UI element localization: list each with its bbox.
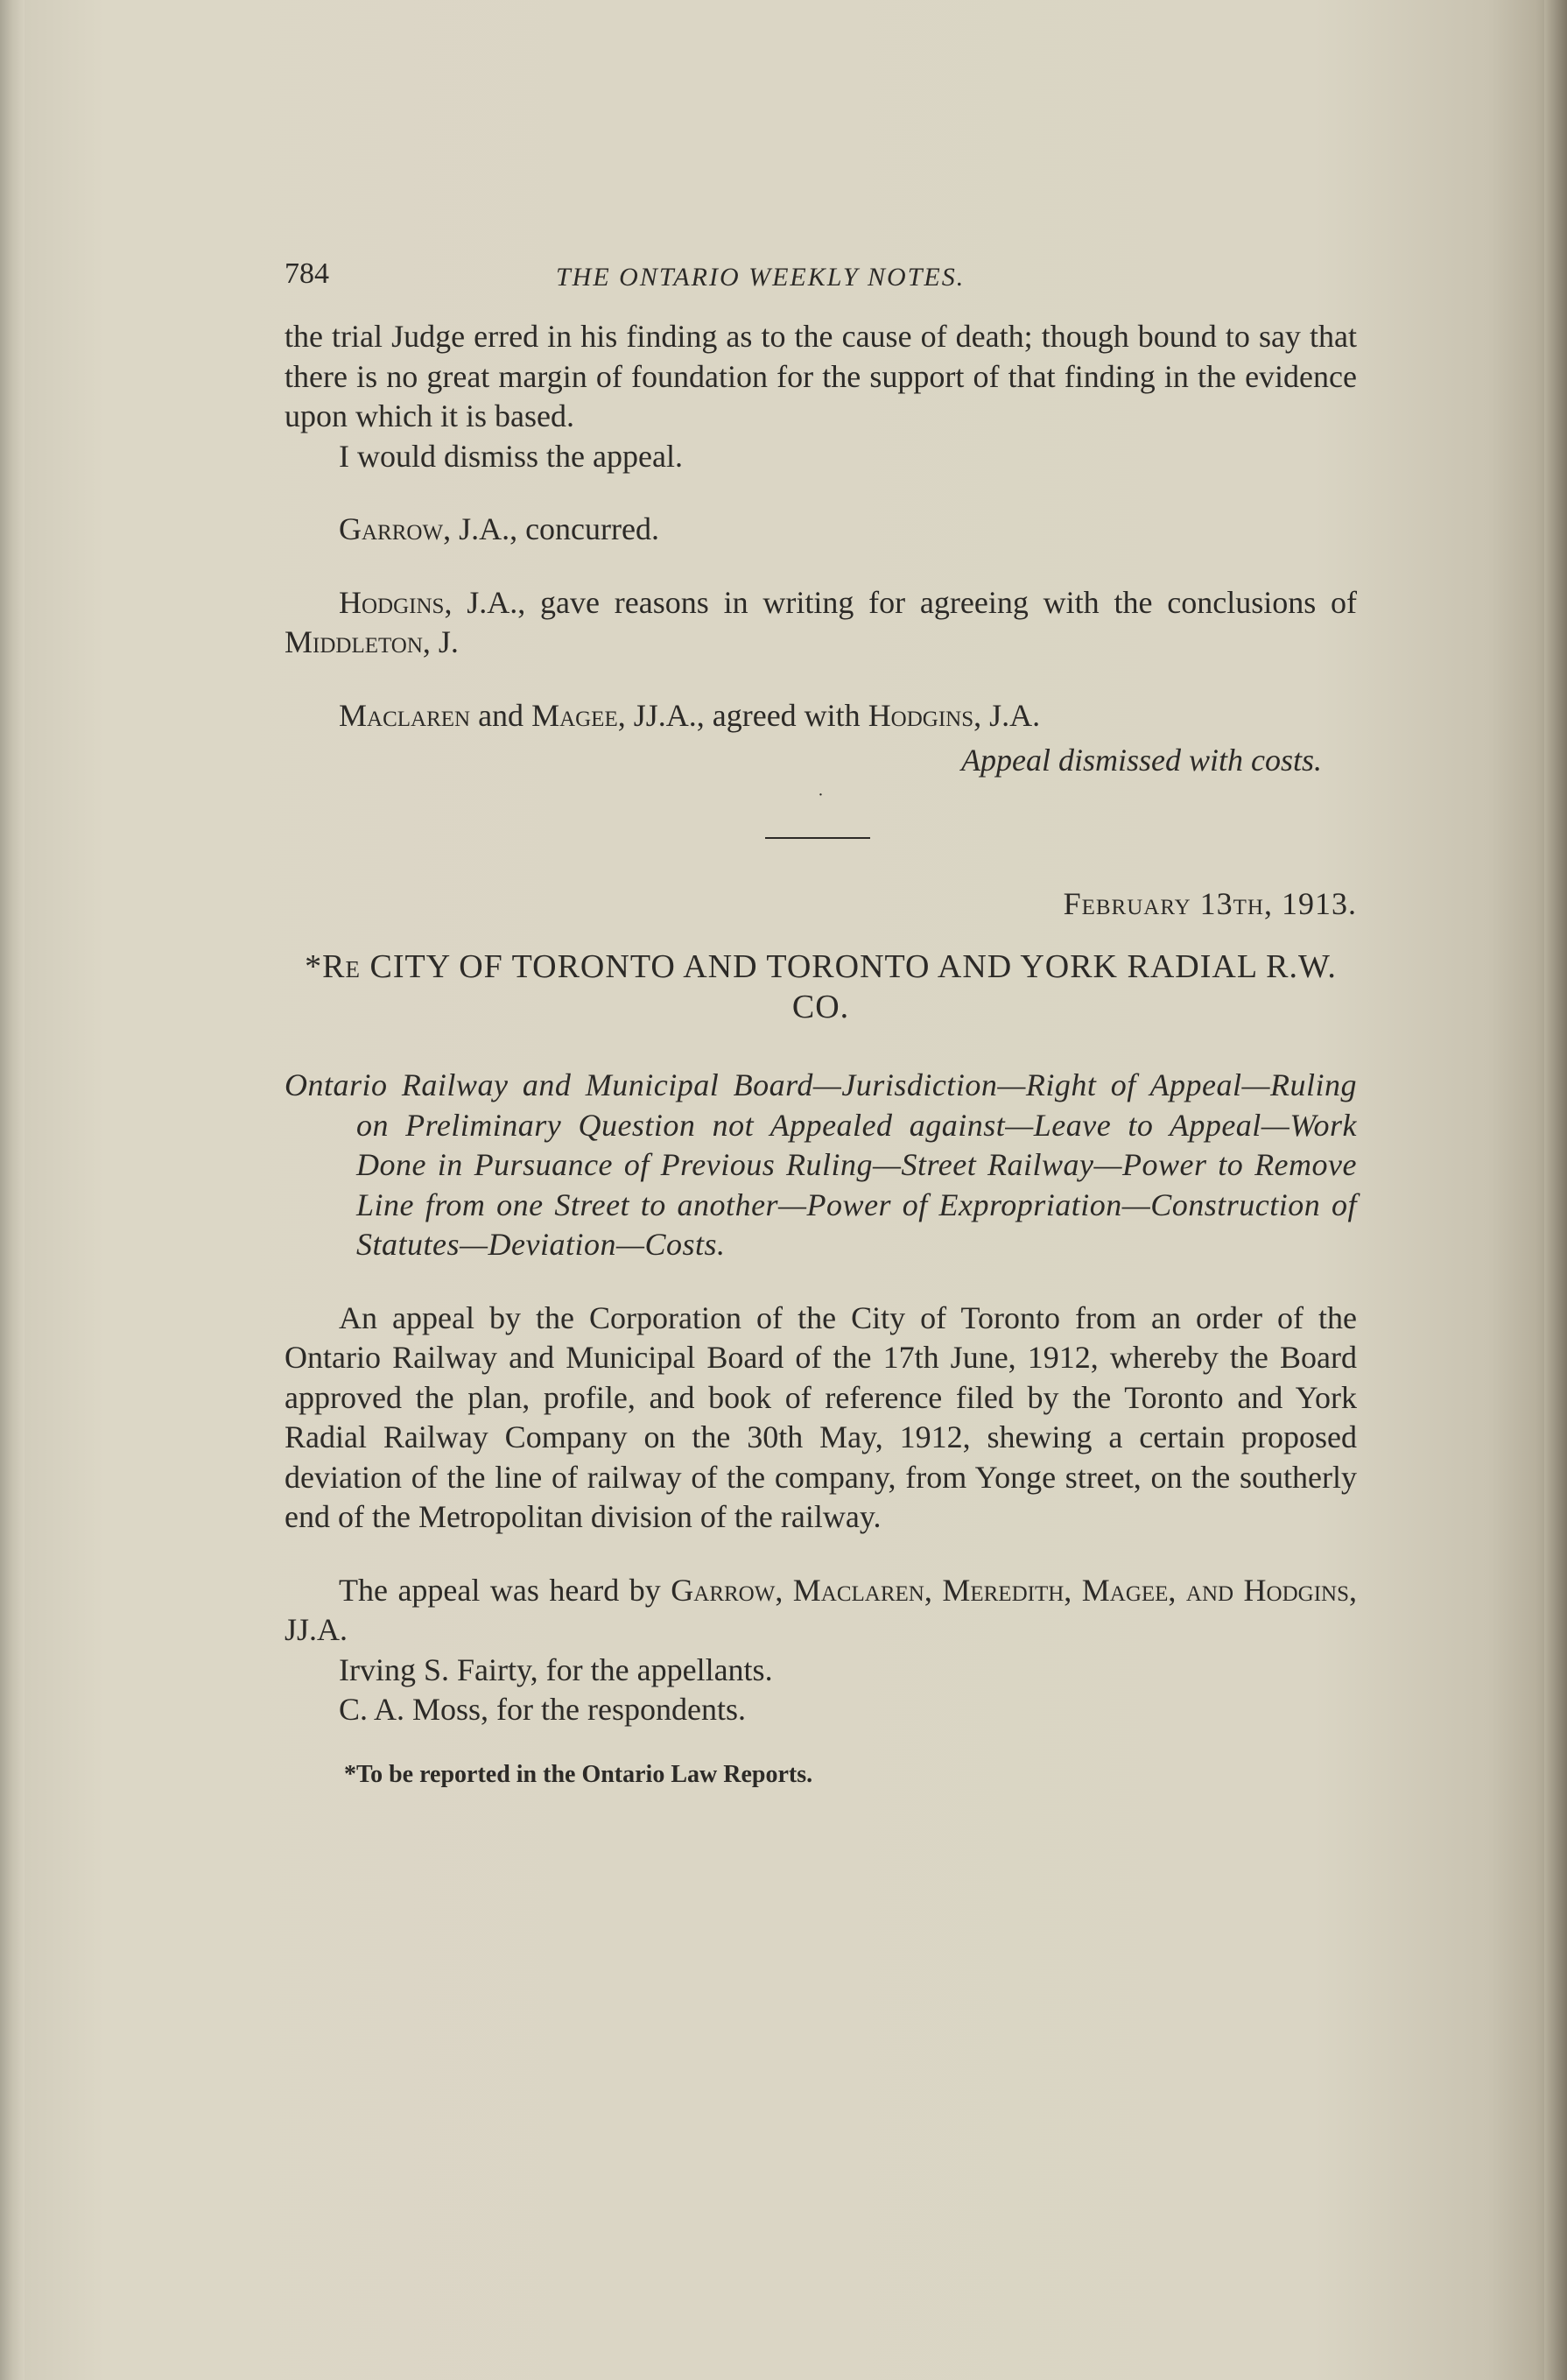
judge-name: Magee: [531, 697, 618, 733]
conjunction: and: [470, 697, 532, 733]
concurrence-text: , J.A., concurred.: [443, 511, 659, 546]
counsel-respondents: C. A. Moss, for the respondents.: [339, 1692, 746, 1727]
appeal-paragraph: An appeal by the Corporation of the City of Toronto from an order of the Ontario Railway and Municipal Board of the 17th June, 1912, whereby the Board approved the plan, profile, and book of reference filed by the Toronto and York Radial Railway Company on the 30th May, 1912, shewing a certain proposed deviation of the line of railway of the company, from Yonge street, on the southerly end of the Metropolitan division of the railway.: [285, 1299, 1357, 1534]
counsel-appellants: Irving S. Fairty, for the appellants.: [339, 1651, 773, 1687]
judge-name: Maclaren: [339, 697, 471, 733]
case-date: February 13th, 1913.: [1063, 885, 1357, 921]
judge-name: Hodgins: [868, 697, 974, 733]
reasons-suffix: , J.: [422, 624, 459, 659]
case-title-prefix: *Re: [305, 948, 361, 985]
text-block: [285, 254, 1357, 1790]
page-edge-shadow: [1544, 0, 1567, 2380]
hearing-judges: Garrow, Maclaren, Meredith, Magee, and Hodgins: [671, 1572, 1349, 1608]
agreement-text: , JJ.A., agreed with: [617, 697, 868, 733]
case-title-text: CITY OF TORONTO AND TORONTO AND YORK RADIAL R.W. CO.: [360, 948, 1337, 1025]
dismiss-line: I would dismiss the appeal.: [339, 438, 683, 474]
page-header: [285, 254, 1357, 303]
continuation-paragraph: the trial Judge erred in his finding as to the cause of death; though bound to say that there is no great margin of foundation for the support of that finding in the evidence upon which it is based.: [285, 319, 1357, 433]
section-divider: [765, 837, 870, 839]
judge-name: Hodgins: [339, 584, 445, 620]
headnote: Ontario Railway and Municipal Board—Jurisdiction—Right of Appeal—Ruling on Preliminary Question not Appealed against—Leave to Appeal—Work Done in Pursuance of Previous Ruling—Street Railway—Power to Remove Line from one Street to another—Power of Expropriation—Construction of Statutes—Deviation—Costs.: [285, 1067, 1357, 1262]
hearing-prefix: The appeal was heard by: [339, 1572, 671, 1608]
hodgins-reasons: [285, 583, 1357, 663]
agreement-suffix: , J.A.: [973, 697, 1041, 733]
judge-name: Garrow: [339, 511, 444, 546]
reasons-text: , J.A., gave reasons in writing for agreeing with the conclusions of: [444, 584, 1357, 620]
stray-dot-mark: ·: [818, 785, 824, 805]
running-head: THE ONTARIO WEEKLY NOTES.: [556, 263, 966, 292]
judge-name: Middleton: [285, 624, 423, 659]
garrow-concurrence: [285, 510, 1357, 550]
hearing-suffix: , JJ.A.: [285, 1572, 1357, 1647]
page-number: 784: [285, 257, 329, 290]
hearing-line: [285, 1571, 1357, 1651]
book-binding-shadow: [0, 0, 25, 2380]
maclaren-magee-agreement: [285, 696, 1357, 736]
footnote: *To be reported in the Ontario Law Reports.: [344, 1760, 813, 1788]
case-result: Appeal dismissed with costs.: [961, 743, 1322, 778]
case-title: [285, 947, 1357, 1027]
